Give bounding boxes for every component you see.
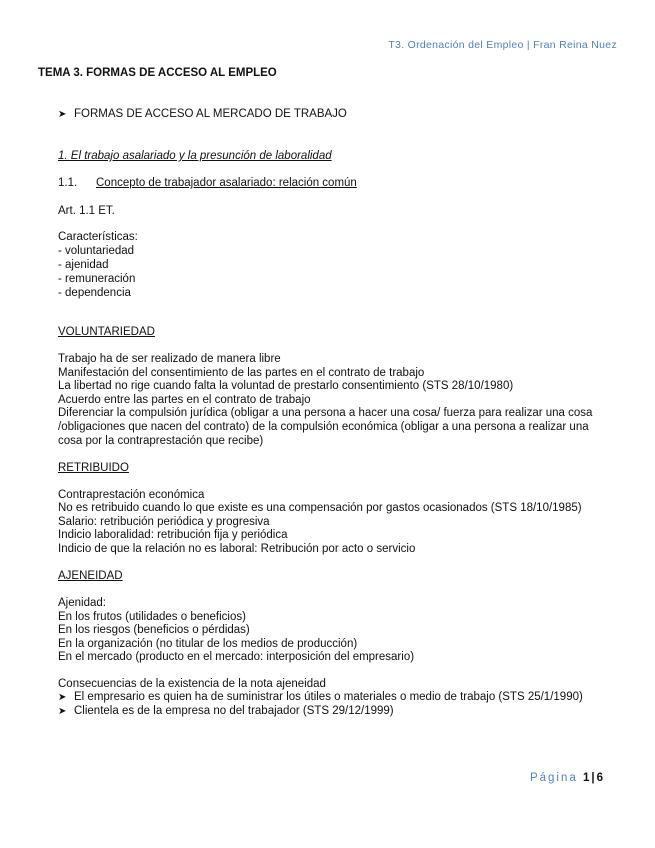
page-title: TEMA 3. FORMAS DE ACCESO AL EMPLEO bbox=[38, 67, 277, 79]
page-total: 6 bbox=[596, 772, 603, 784]
list-item: - remuneración bbox=[58, 273, 136, 285]
list-item: - ajenidad bbox=[58, 259, 109, 271]
running-header: T3. Ordenación del Empleo | Fran Reina Nuez bbox=[388, 39, 617, 51]
paragraph-line: Contraprestación económica bbox=[58, 489, 205, 501]
subsection-heading: 1. El trabajo asalariado y la presunción de laboralidad bbox=[58, 150, 332, 162]
paragraph-line: cosa por la contraprestación que recibe) bbox=[58, 435, 264, 447]
page-separator: | bbox=[591, 772, 595, 784]
paragraph-line: Salario: retribución periódica y progresiva bbox=[58, 516, 270, 528]
paragraph-line: No es retribuido cuando lo que existe es una compensación por gastos ocasionados (STS 18/10/1985) bbox=[58, 502, 582, 514]
section-bullet-text: FORMAS DE ACCESO AL MERCADO DE TRABAJO bbox=[74, 108, 347, 120]
arrow-bullet-icon: ➤ bbox=[58, 692, 67, 703]
paragraph-line: Ajenidad: bbox=[58, 597, 106, 609]
paragraph-line: Acuerdo entre las partes en el contrato de trabajo bbox=[58, 394, 311, 406]
voluntariedad-heading: VOLUNTARIEDAD bbox=[58, 326, 155, 338]
arrow-bullet-icon: ➤ bbox=[58, 109, 67, 120]
paragraph-line: Indicio laboralidad: retribución fija y periódica bbox=[58, 529, 288, 541]
bullet-text: El empresario es quien ha de suministrar los útiles o materiales o medio de trabajo (STS 25/1/1990) bbox=[74, 691, 583, 703]
page-label: Página bbox=[529, 772, 578, 784]
section-bullet bbox=[58, 108, 347, 120]
paragraph-line: La libertad no rige cuando falta la voluntad de prestarlo consentimiento (STS 28/10/1980) bbox=[58, 380, 514, 392]
list-item bbox=[58, 691, 583, 703]
paragraph-line: En el mercado (producto en el mercado: interposición del empresario) bbox=[58, 651, 415, 663]
subsection-1-1-heading bbox=[58, 176, 357, 190]
page-footer bbox=[530, 772, 603, 784]
list-item: - voluntariedad bbox=[58, 245, 135, 257]
page-number: 1 bbox=[582, 772, 590, 784]
paragraph-line: En los frutos (utilidades o beneficios) bbox=[58, 611, 246, 623]
retribuido-heading: RETRIBUIDO bbox=[58, 462, 129, 474]
caracteristicas-heading: Características: bbox=[58, 231, 138, 243]
paragraph-line: En los riesgos (beneficios o pérdidas) bbox=[58, 624, 250, 636]
paragraph-line: En la organización (no titular de los medios de producción) bbox=[58, 638, 358, 650]
list-item: - dependencia bbox=[58, 287, 131, 299]
consecuencias-heading: Consecuencias de la existencia de la nota ajeneidad bbox=[58, 678, 326, 690]
paragraph-line: /obligaciones que nacen del contrato) de la compulsión económica (obligar a una persona a realizar una bbox=[58, 421, 589, 433]
list-item bbox=[58, 705, 394, 717]
subsection-number: 1.1. bbox=[58, 177, 78, 189]
subsection-title: Concepto de trabajador asalariado: relación común bbox=[96, 177, 357, 189]
paragraph-line: Indicio de que la relación no es laboral: Retribución por acto o servicio bbox=[58, 543, 416, 555]
paragraph-line: Manifestación del consentimiento de las partes en el contrato de trabajo bbox=[58, 367, 425, 379]
arrow-bullet-icon: ➤ bbox=[58, 706, 67, 717]
paragraph-line: Diferenciar la compulsión jurídica (obligar a una persona a hacer una cosa/ fuerza para realizar una cosa bbox=[58, 407, 593, 419]
bullet-text: Clientela es de la empresa no del trabajador (STS 29/12/1999) bbox=[74, 705, 394, 717]
article-reference: Art. 1.1 ET. bbox=[58, 205, 115, 217]
ajeneidad-heading: AJENEIDAD bbox=[58, 570, 123, 582]
paragraph-line: Trabajo ha de ser realizado de manera libre bbox=[58, 353, 281, 365]
